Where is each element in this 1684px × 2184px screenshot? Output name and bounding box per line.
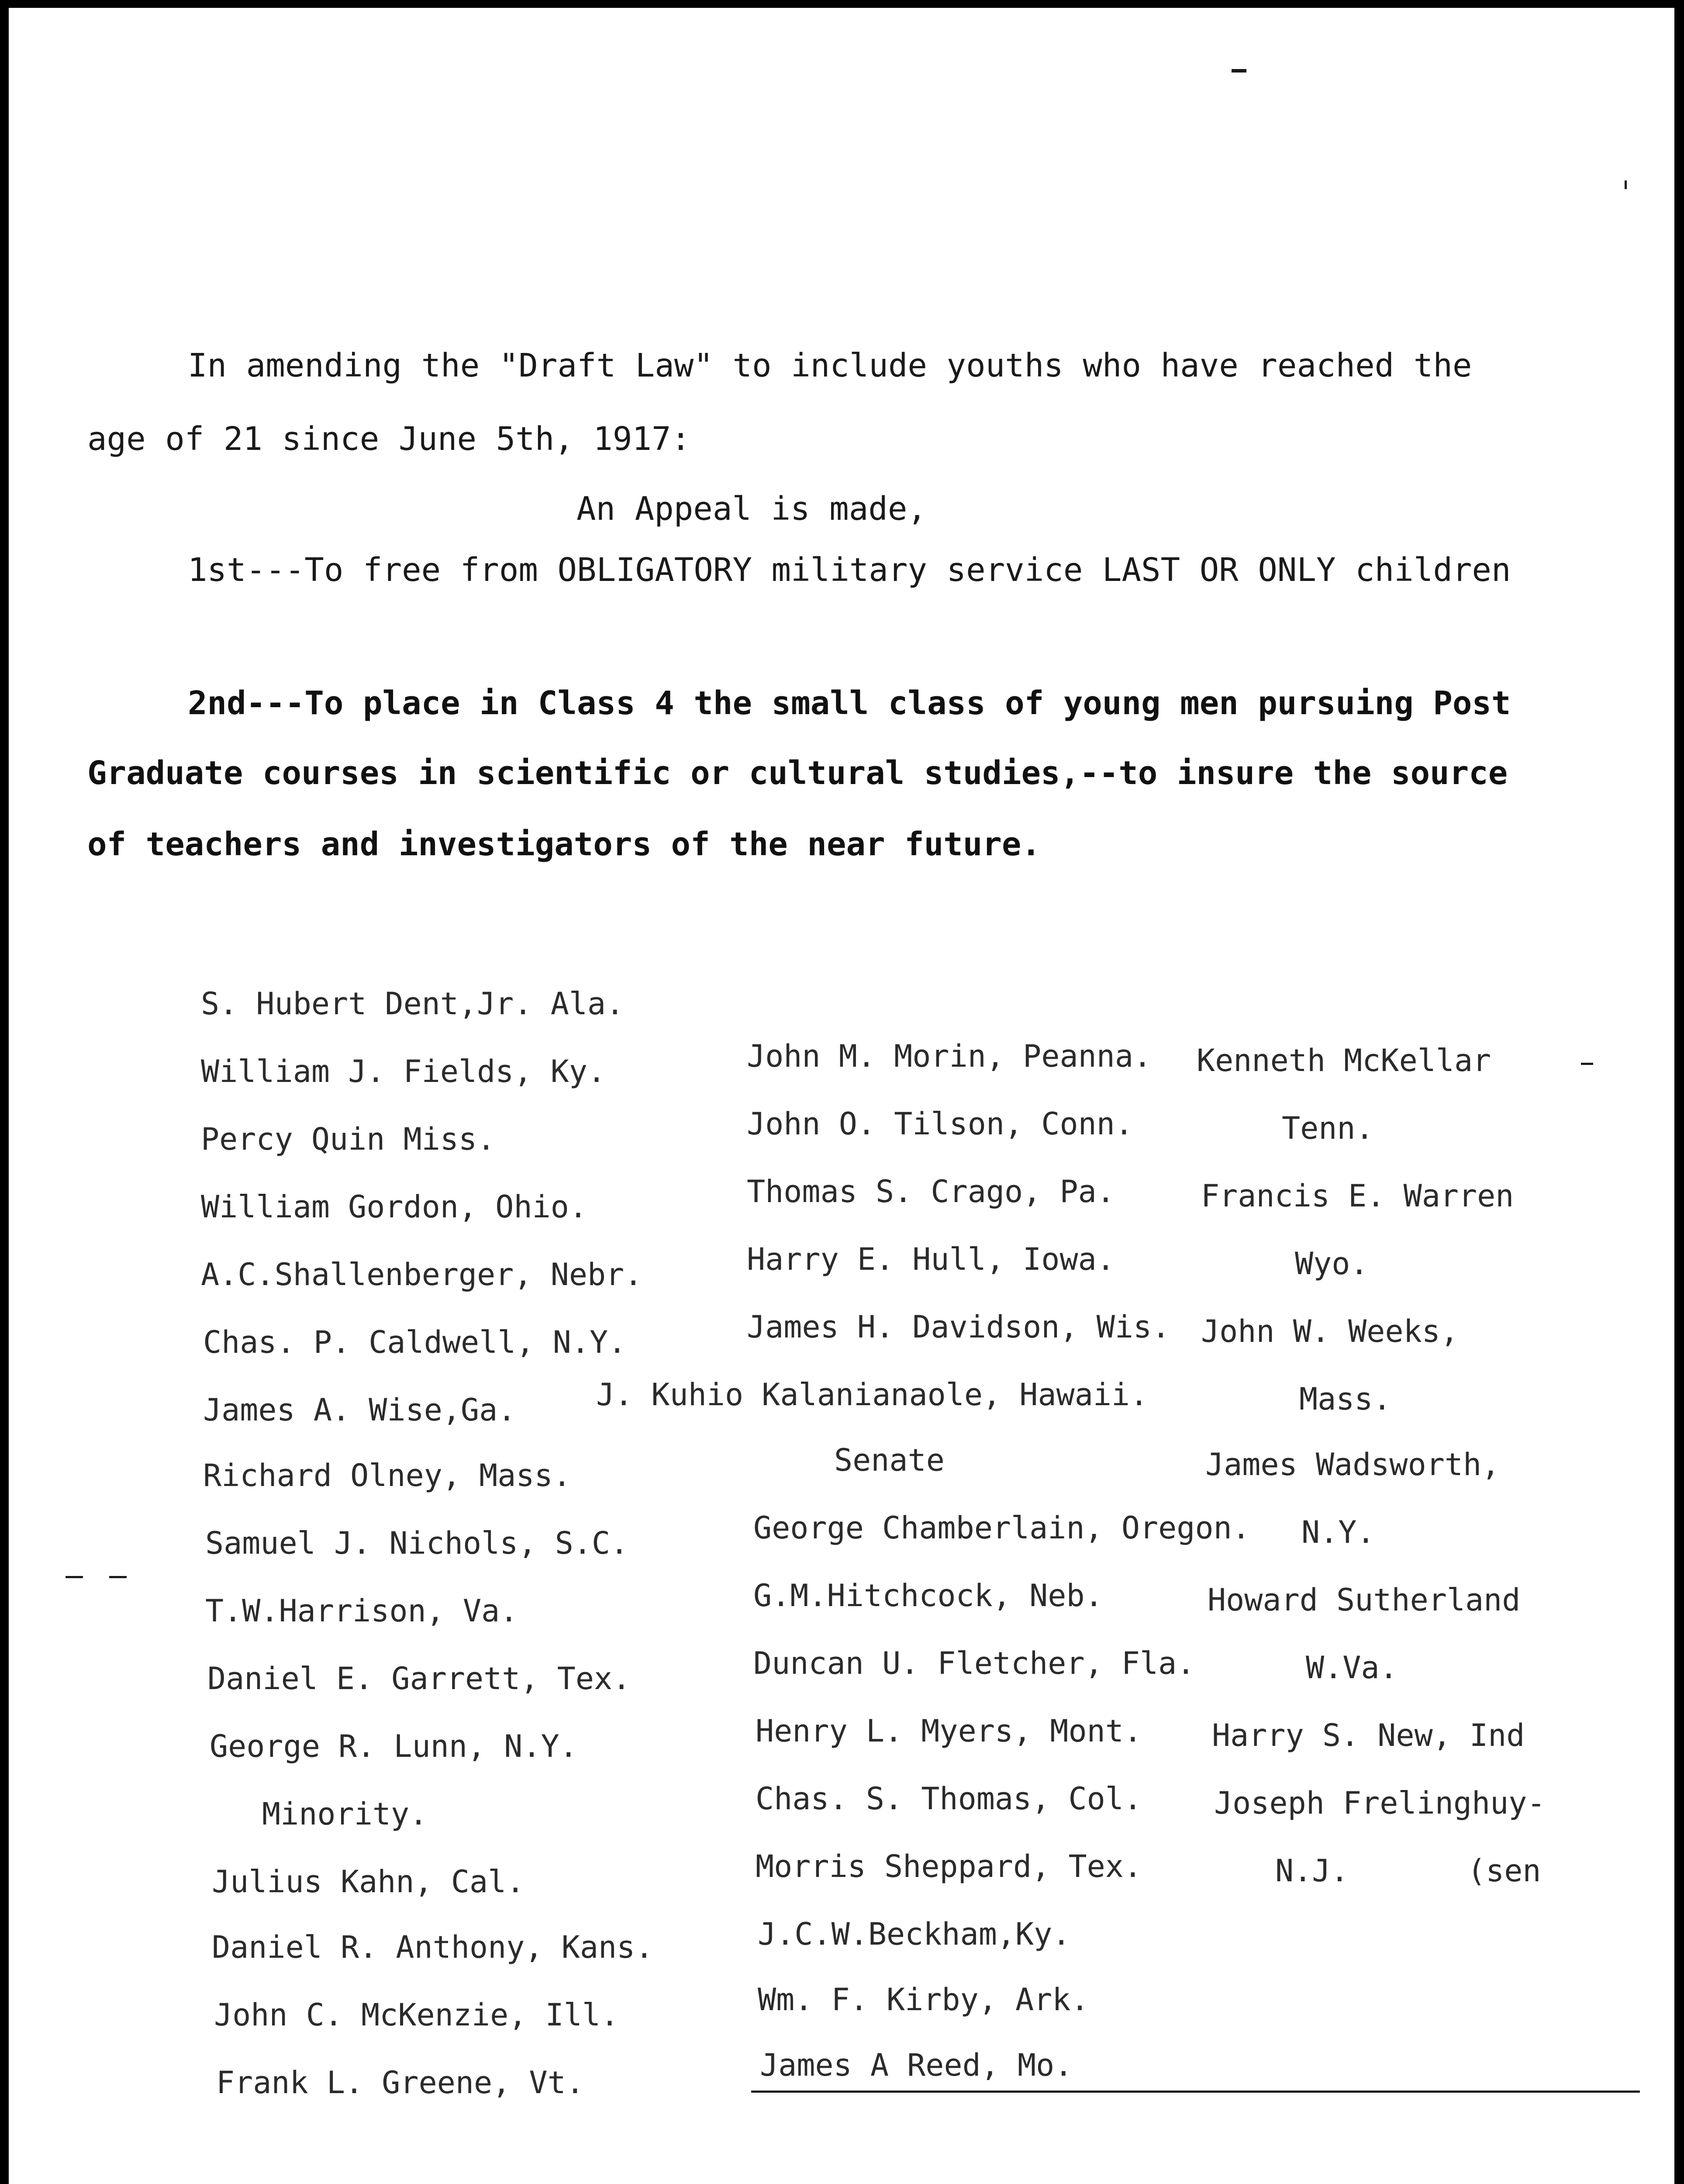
signatory-name: Richard Olney, Mass. bbox=[203, 1458, 571, 1493]
appeal-heading: An Appeal is made, bbox=[576, 490, 927, 528]
point-2-line-3: of teachers and investigators of the near future. bbox=[87, 826, 1041, 863]
signatory-name: S. Hubert Dent,Jr. Ala. bbox=[201, 986, 625, 1022]
signatory-name: Harry E. Hull, Iowa. bbox=[747, 1241, 1115, 1277]
signatory-name: Howard Sutherland bbox=[1208, 1582, 1521, 1618]
signatory-name: G.M.Hitchcock, Neb. bbox=[753, 1578, 1103, 1614]
point-2-line-1: 2nd---To place in Class 4 the small class of young men pursuing Post bbox=[188, 684, 1511, 722]
signatory-name: James A. Wise,Ga. bbox=[203, 1392, 516, 1428]
signatory-name: John O. Tilson, Conn. bbox=[747, 1106, 1134, 1142]
point-1: 1st---To free from OBLIGATORY military service LAST OR ONLY children bbox=[188, 551, 1511, 589]
signatory-name: George R. Lunn, N.Y. bbox=[210, 1728, 578, 1764]
signatory-name: John C. McKenzie, Ill. bbox=[214, 1997, 619, 2033]
signatory-name: Harry S. New, Ind bbox=[1212, 1717, 1525, 1753]
signatory-name: Julius Kahn, Cal. bbox=[212, 1864, 525, 1900]
signatory-name: J. Kuhio Kalanianaole, Hawaii. bbox=[596, 1377, 1149, 1413]
signatory-name: Francis E. Warren bbox=[1201, 1178, 1514, 1214]
minority-heading: Minority. bbox=[262, 1796, 428, 1832]
signatory-name: James Wadsworth, bbox=[1205, 1447, 1500, 1482]
signatory-name: Henry L. Myers, Mont. bbox=[756, 1713, 1142, 1749]
signatory-name: James A Reed, Mo. bbox=[760, 2047, 1073, 2083]
signatory-name: James H. Davidson, Wis. bbox=[747, 1309, 1170, 1345]
scan-mark bbox=[109, 1576, 127, 1578]
signatory-name: Wm. F. Kirby, Ark. bbox=[758, 1982, 1089, 2018]
signatory-state: Wyo. bbox=[1295, 1246, 1369, 1282]
intro-line-1: In amending the "Draft Law" to include youths who have reached the bbox=[188, 347, 1472, 384]
signatory-name: Samuel J. Nichols, S.C. bbox=[205, 1525, 629, 1561]
signatory-state: Tenn. bbox=[1282, 1110, 1374, 1146]
signatory-state: W.Va. bbox=[1306, 1650, 1398, 1686]
scan-mark bbox=[1625, 180, 1627, 189]
signatory-name: Frank L. Greene, Vt. bbox=[216, 2065, 584, 2101]
signatory-name: Kenneth McKellar bbox=[1197, 1043, 1491, 1078]
signatory-state: N.J. bbox=[1275, 1853, 1349, 1889]
signatory-name: Chas. P. Caldwell, N.Y. bbox=[203, 1324, 627, 1360]
senate-heading: Senate bbox=[834, 1442, 945, 1478]
signatory-name: J.C.W.Beckham,Ky. bbox=[758, 1916, 1071, 1952]
signatory-name: Thomas S. Crago, Pa. bbox=[747, 1174, 1115, 1209]
intro-line-2: age of 21 since June 5th, 1917: bbox=[87, 420, 691, 458]
underline-rule bbox=[751, 2091, 1640, 2093]
signatory-name: Percy Quin Miss. bbox=[201, 1121, 496, 1157]
signatory-name: William J. Fields, Ky. bbox=[201, 1054, 606, 1089]
document-page bbox=[9, 8, 1674, 2184]
signatory-name: Chas. S. Thomas, Col. bbox=[756, 1781, 1142, 1817]
scan-mark bbox=[66, 1576, 83, 1578]
scan-mark bbox=[1232, 69, 1246, 73]
signatory-note: (sen bbox=[1467, 1853, 1541, 1889]
signatory-name: Daniel R. Anthony, Kans. bbox=[212, 1929, 654, 1965]
signatory-state: Mass. bbox=[1299, 1381, 1391, 1417]
scan-mark bbox=[1581, 1063, 1593, 1065]
signatory-name: John M. Morin, Peanna. bbox=[747, 1038, 1152, 1074]
signatory-name: T.W.Harrison, Va. bbox=[205, 1593, 518, 1629]
signatory-name: Duncan U. Fletcher, Fla. bbox=[753, 1645, 1195, 1681]
signatory-state: N.Y. bbox=[1301, 1514, 1375, 1550]
signatory-name: William Gordon, Ohio. bbox=[201, 1189, 588, 1225]
signatory-name: Morris Sheppard, Tex. bbox=[756, 1849, 1142, 1884]
signatory-name: John W. Weeks, bbox=[1201, 1313, 1459, 1349]
signatory-name: George Chamberlain, Oregon. bbox=[753, 1510, 1250, 1546]
signatory-name: A.C.Shallenberger, Nebr. bbox=[201, 1257, 643, 1292]
signatory-name: Joseph Frelinghuy- bbox=[1214, 1785, 1546, 1821]
signatory-name: Daniel E. Garrett, Tex. bbox=[207, 1661, 631, 1697]
point-2-line-2: Graduate courses in scientific or cultural studies,--to insure the source bbox=[87, 754, 1508, 792]
